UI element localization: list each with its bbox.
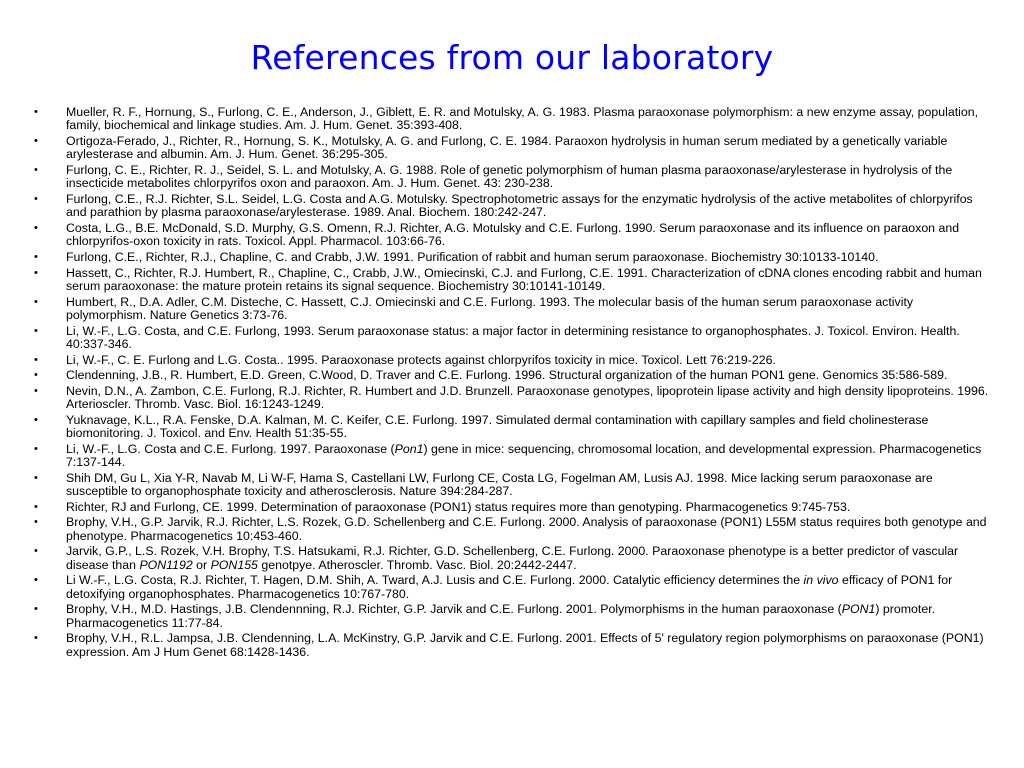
reference-text: Li, W.-F., C. E. Furlong and L.G. Costa.. 1995. Paraoxonase protects against chlorpyrifos toxicity in mice. Toxicol. Lett 76:219-226.: [66, 352, 776, 367]
list-item: [34, 472, 994, 499]
list-item: [34, 501, 994, 514]
list-item: [34, 443, 994, 470]
reference-text: Humbert, R., D.A. Adler, C.M. Disteche, C. Hassett, C.J. Omiecinski and C.E. Furlong. 1993. The molecular basis of the human serum paraoxonase activity polymorphism. Nature Genetics 3:73-76.: [66, 294, 914, 322]
list-item: [34, 267, 994, 294]
reference-text: Furlong, C.E., R.J. Richter, S.L. Seidel, L.G. Costa and A.G. Motulsky. Spectrophotometric assays for the enzymatic hydrolysis of the active metabolites of chlorpyrifos and parathion by plasma paraoxonase/arylesterase. 1989. Anal. Biochem. 180:242-247.: [66, 192, 973, 220]
bullet-icon: •: [34, 471, 38, 484]
reference-text: ) gene in mice: sequencing, chromosomal location, and developmental expression. Pharmacogenetics 7:137-144.: [66, 441, 982, 470]
bullet-icon: •: [34, 500, 38, 513]
reference-text: Richter, RJ and Furlong, CE. 1999. Determination of paraoxonase (PON1) status requires more than genotyping. Pharmacogenetics 9:745-753.: [66, 499, 851, 514]
reference-text: Hassett, C., Richter, R.J. Humbert, R., Chapline, C., Crabb, J.W., Omiecinski, C.J. and Furlong, C.E. 1991. Characterization of cDNA clones encoding rabbit and human serum paraoxonase: the mature protein retains its signal sequence. Biochemistry 30:10141-10149.: [66, 265, 982, 293]
reference-list: [34, 106, 994, 661]
reference-text: efficacy of PON1 for detoxifying organophosphates. Pharmacogenetics 10:767-780.: [66, 573, 953, 601]
reference-italic-text: Pon1: [394, 441, 424, 456]
reference-text: Furlong, C. E., Richter, R. J., Seidel, S. L. and Motulsky, A. G. 1988. Role of genetic polymorphism of human plasma paraoxonase/arylesterase in hydrolysis of the insecticide metabolites chlorpyrifos oxon and paraoxon. Am. J. Hum. Genet. 43: 230-238.: [66, 163, 953, 191]
reference-italic-text: PON155: [210, 557, 258, 572]
bullet-icon: •: [34, 164, 38, 176]
list-item: [34, 516, 994, 543]
bullet-icon: •: [34, 266, 38, 279]
reference-text: Nevin, D.N., A. Zambon, C.E. Furlong, R.J. Richter, R. Humbert and J.D. Brunzell. Paraoxonase genotypes, lipoprotein lipase activity and high density lipoproteins. 1996. Arterioscler. Thromb. Vasc. Biol. 16:1243-1249.: [66, 383, 989, 412]
bullet-icon: •: [34, 295, 38, 308]
reference-text: Jarvik, G.P., L.S. Rozek, V.H. Brophy, T.S. Hatsukami, R.J. Richter, G.D. Schellenberg, C.E. Furlong. 2000. Paraoxonase phenotype is a better predictor of vascular disease than: [66, 544, 959, 572]
reference-text: Ortigoza-Ferado, J., Richter, R., Hornung, S. K., Motulsky, A. G. and Furlong, C. E. 1984. Paraoxon hydrolysis in human serum mediated by a genetically variable arylesterase and albumin. Am. J. Hum. Genet. 36:295-305.: [66, 134, 948, 162]
bullet-icon: •: [34, 384, 38, 397]
bullet-icon: •: [34, 442, 38, 455]
reference-text: Shih DM, Gu L, Xia Y-R, Navab M, Li W-F, Hama S, Castellani LW, Furlong CE, Costa LG, Fogelman AM, Lusis AJ. 1998. Mice lacking serum paraoxonase are susceptible to organophosphate toxicity and atherosclerosis. Nature 394:284-287.: [66, 470, 933, 499]
list-item: [34, 574, 994, 601]
bullet-icon: •: [34, 413, 38, 426]
reference-italic-text: PON1192: [139, 557, 193, 572]
reference-text: Li, W.-F., L.G. Costa and C.E. Furlong. 1997. Paraoxonase (: [66, 441, 395, 456]
list-item: [34, 632, 994, 659]
reference-text: Brophy, V.H., G.P. Jarvik, R.J. Richter, L.S. Rozek, G.D. Schellenberg and C.E. Furlong. 2000. Analysis of paraoxonase (PON1) L55M status requires both genotype and phenotype. Pharmacogenetics 10:453-460.: [66, 515, 987, 543]
list-item: [34, 193, 994, 220]
bullet-icon: •: [34, 251, 38, 263]
page-title: References from our laboratory: [250, 38, 774, 77]
list-item: [34, 369, 994, 382]
list-item: [34, 135, 994, 162]
bullet-icon: •: [34, 603, 38, 616]
bullet-icon: •: [34, 106, 38, 118]
reference-italic-text: PON1: [841, 602, 876, 617]
list-item: [34, 414, 994, 441]
list-item: [34, 385, 994, 412]
reference-text: Furlong, C.E., Richter, R.J., Chapline, C. and Crabb, J.W. 1991. Purification of rabbit and human serum paraoxonase. Biochemistry 30:10133-10140.: [66, 250, 879, 264]
reference-text: Clendenning, J.B., R. Humbert, E.D. Green, C.Wood, D. Traver and C.E. Furlong. 1996. Structural organization of the human PON1 gene. Genomics 35:586-589.: [66, 368, 948, 383]
list-item: [34, 106, 994, 133]
reference-text: Costa, L.G., B.E. McDonald, S.D. Murphy, G.S. Omenn, R.J. Richter, A.G. Motulsky and C.E. Furlong. 1990. Serum paraoxonase and its influence on paraoxon and chlorpyrifos-oxon toxicity in rats. Toxicol. Appl. Pharmacol. 103:66-76.: [66, 221, 960, 249]
list-item: [34, 296, 994, 323]
bullet-icon: •: [34, 574, 38, 587]
reference-text: or: [192, 557, 211, 572]
bullet-icon: •: [34, 193, 38, 205]
bullet-icon: •: [34, 222, 38, 234]
bullet-icon: •: [34, 369, 38, 382]
reference-text: genotpye. Atheroscler. Thromb. Vasc. Biol. 20:2442-2447.: [257, 557, 577, 572]
list-item: [34, 545, 994, 572]
list-item: [34, 222, 994, 249]
reference-text: Li, W.-F., L.G. Costa, and C.E. Furlong, 1993. Serum paraoxonase status: a major factor in determining resistance to organophosphates. J. Toxicol. Environ. Health. 40:337-346.: [66, 323, 960, 351]
bullet-icon: •: [34, 516, 38, 529]
reference-text: Mueller, R. F., Hornung, S., Furlong, C. E., Anderson, J., Giblett, E. R. and Motulsky, A. G. 1983. Plasma paraoxonase polymorphism: a new enzyme assay, population, family, biochemical and linkage studies. Am. J. Hum. Genet. 35:393-408.: [66, 105, 979, 133]
reference-text: Brophy, V.H., M.D. Hastings, J.B. Clendennning, R.J. Richter, G.P. Jarvik and C.E. Furlong. 2001. Polymorphisms in the human paraoxonase (: [66, 602, 842, 617]
list-item: [34, 164, 994, 191]
list-item: [34, 603, 994, 630]
bullet-icon: •: [34, 545, 38, 558]
reference-text: Li W.-F., L.G. Costa, R.J. Richter, T. Hagen, D.M. Shih, A. Tward, A.J. Lusis and C.E. Furlong. 2000. Catalytic efficiency determines the: [66, 573, 804, 588]
bullet-icon: •: [34, 632, 38, 645]
reference-italic-text: in vivo: [803, 573, 839, 588]
reference-text: Brophy, V.H., R.L. Jampsa, J.B. Clendenning, L.A. McKinstry, G.P. Jarvik and C.E. Furlong. 2001. Effects of 5' regulatory region polymorphisms on paraoxonase (PON1) expression. Am J Hum Genet 68:1428-1436.: [66, 631, 984, 659]
list-item: [34, 251, 994, 264]
list-item: [34, 354, 994, 367]
reference-text: ) promoter. Pharmacogenetics 11:77-84.: [66, 602, 936, 630]
reference-text: Yuknavage, K.L., R.A. Fenske, D.A. Kalman, M. C. Keifer, C.E. Furlong. 1997. Simulated dermal contamination with capillary samples and field cholinesterase biomonitoring. J. Toxicol. and Env. Health 51:35-55.: [66, 412, 929, 441]
bullet-icon: •: [34, 324, 38, 337]
list-item: [34, 325, 994, 352]
bullet-icon: •: [34, 135, 38, 147]
bullet-icon: •: [34, 353, 38, 366]
